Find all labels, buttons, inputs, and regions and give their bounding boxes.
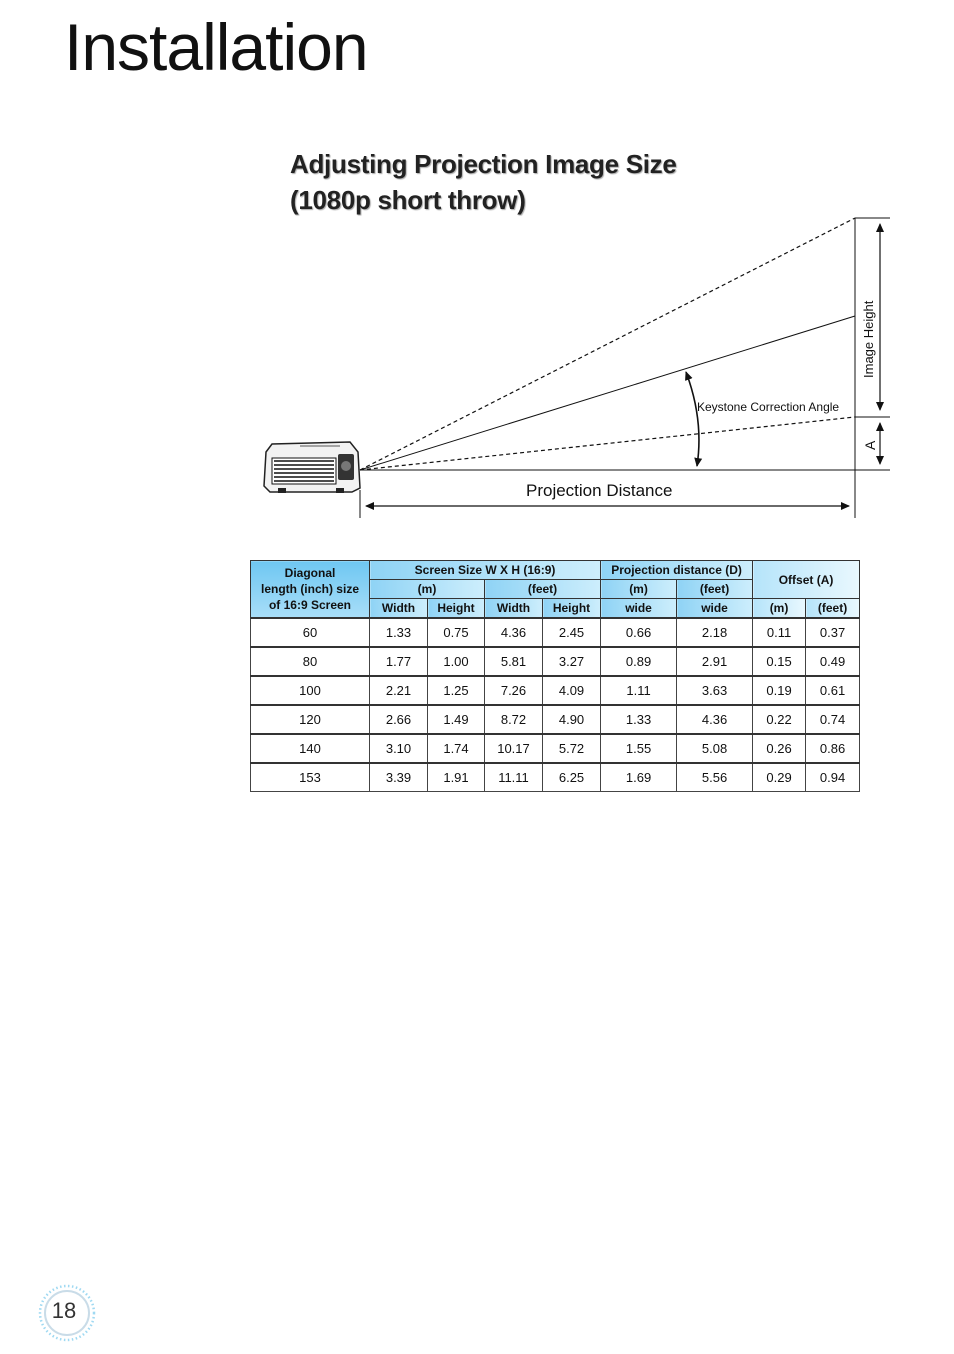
- table-cell: 80: [251, 647, 370, 676]
- sub-header: Width: [485, 599, 543, 619]
- table-cell: 2.91: [677, 647, 753, 676]
- diagonal-header-line1: Diagonal: [284, 566, 336, 580]
- table-cell: 4.09: [543, 676, 601, 705]
- image-height-label: Image Height: [861, 300, 876, 378]
- table-cell: 1.91: [428, 763, 485, 792]
- table-cell: 0.37: [806, 618, 860, 647]
- table-cell: 7.26: [485, 676, 543, 705]
- table-cell: 0.89: [601, 647, 677, 676]
- table-cell: 4.36: [485, 618, 543, 647]
- table-row: [251, 618, 860, 647]
- table-cell: 0.86: [806, 734, 860, 763]
- table-row: [251, 705, 860, 734]
- table-cell: 1.77: [370, 647, 428, 676]
- table-row: [251, 763, 860, 792]
- projection-distance-header: Projection distance (D): [601, 561, 753, 580]
- table-cell: 5.56: [677, 763, 753, 792]
- table-cell: 2.66: [370, 705, 428, 734]
- table-cell: 0.94: [806, 763, 860, 792]
- table-cell: 153: [251, 763, 370, 792]
- table-cell: 1.55: [601, 734, 677, 763]
- table-cell: 0.11: [753, 618, 806, 647]
- table-cell: 0.29: [753, 763, 806, 792]
- table-cell: 6.25: [543, 763, 601, 792]
- table-cell: 3.39: [370, 763, 428, 792]
- table-cell: 1.49: [428, 705, 485, 734]
- offset-header: Offset (A): [753, 561, 860, 599]
- table-row: [251, 734, 860, 763]
- table-body: [251, 618, 860, 792]
- offset-label: A: [862, 440, 878, 450]
- section-heading-line1: Adjusting Projection Image Size: [290, 149, 677, 179]
- table-cell: 60: [251, 618, 370, 647]
- screen-m-header: (m): [370, 580, 485, 599]
- sub-header: Width: [370, 599, 428, 619]
- diagonal-header: [251, 561, 370, 619]
- table-cell: 0.26: [753, 734, 806, 763]
- table-row: [251, 647, 860, 676]
- table-cell: 0.49: [806, 647, 860, 676]
- table-cell: 2.45: [543, 618, 601, 647]
- table-cell: 5.72: [543, 734, 601, 763]
- proj-m-header: (m): [601, 580, 677, 599]
- table-row: [251, 676, 860, 705]
- distance-label: Projection Distance: [526, 481, 673, 500]
- table-cell: 11.11: [485, 763, 543, 792]
- keystone-label: Keystone Correction Angle: [697, 400, 840, 414]
- sub-header: wide: [677, 599, 753, 619]
- diagonal-header-line2: length (inch) size: [260, 582, 359, 596]
- table-cell: 3.63: [677, 676, 753, 705]
- table-cell: 1.33: [370, 618, 428, 647]
- table-cell: 1.11: [601, 676, 677, 705]
- table-cell: 5.81: [485, 647, 543, 676]
- table-cell: 1.69: [601, 763, 677, 792]
- table-cell: 0.61: [806, 676, 860, 705]
- table-cell: 8.72: [485, 705, 543, 734]
- sub-header: (m): [753, 599, 806, 619]
- table-cell: 0.74: [806, 705, 860, 734]
- table-cell: 120: [251, 705, 370, 734]
- sub-header: (feet): [806, 599, 860, 619]
- page-number: 18: [51, 1298, 77, 1323]
- table-cell: 4.90: [543, 705, 601, 734]
- screen-feet-header: (feet): [485, 580, 601, 599]
- table-cell: 0.15: [753, 647, 806, 676]
- table-cell: 1.74: [428, 734, 485, 763]
- projection-diagram: [0, 0, 954, 540]
- table-cell: 1.00: [428, 647, 485, 676]
- table-cell: 3.27: [543, 647, 601, 676]
- table-cell: 0.22: [753, 705, 806, 734]
- projection-size-table: [250, 560, 860, 792]
- table-cell: 0.75: [428, 618, 485, 647]
- sub-header: Height: [543, 599, 601, 619]
- table-cell: 1.25: [428, 676, 485, 705]
- diagonal-header-line3: of 16:9 Screen: [268, 598, 352, 612]
- table-cell: 2.21: [370, 676, 428, 705]
- page-title: Installation: [64, 10, 368, 84]
- projector-icon: [264, 442, 360, 493]
- table-cell: 140: [251, 734, 370, 763]
- proj-feet-header: (feet): [677, 580, 753, 599]
- table-cell: 3.10: [370, 734, 428, 763]
- table-cell: 0.66: [601, 618, 677, 647]
- screen-size-header: Screen Size W X H (16:9): [370, 561, 601, 580]
- table-cell: 4.36: [677, 705, 753, 734]
- table-cell: 100: [251, 676, 370, 705]
- sub-header: Height: [428, 599, 485, 619]
- table-cell: 10.17: [485, 734, 543, 763]
- table-cell: 2.18: [677, 618, 753, 647]
- sub-header: wide: [601, 599, 677, 619]
- table-cell: 0.19: [753, 676, 806, 705]
- section-heading-line2: (1080p short throw): [290, 185, 526, 215]
- table-cell: 1.33: [601, 705, 677, 734]
- table-cell: 5.08: [677, 734, 753, 763]
